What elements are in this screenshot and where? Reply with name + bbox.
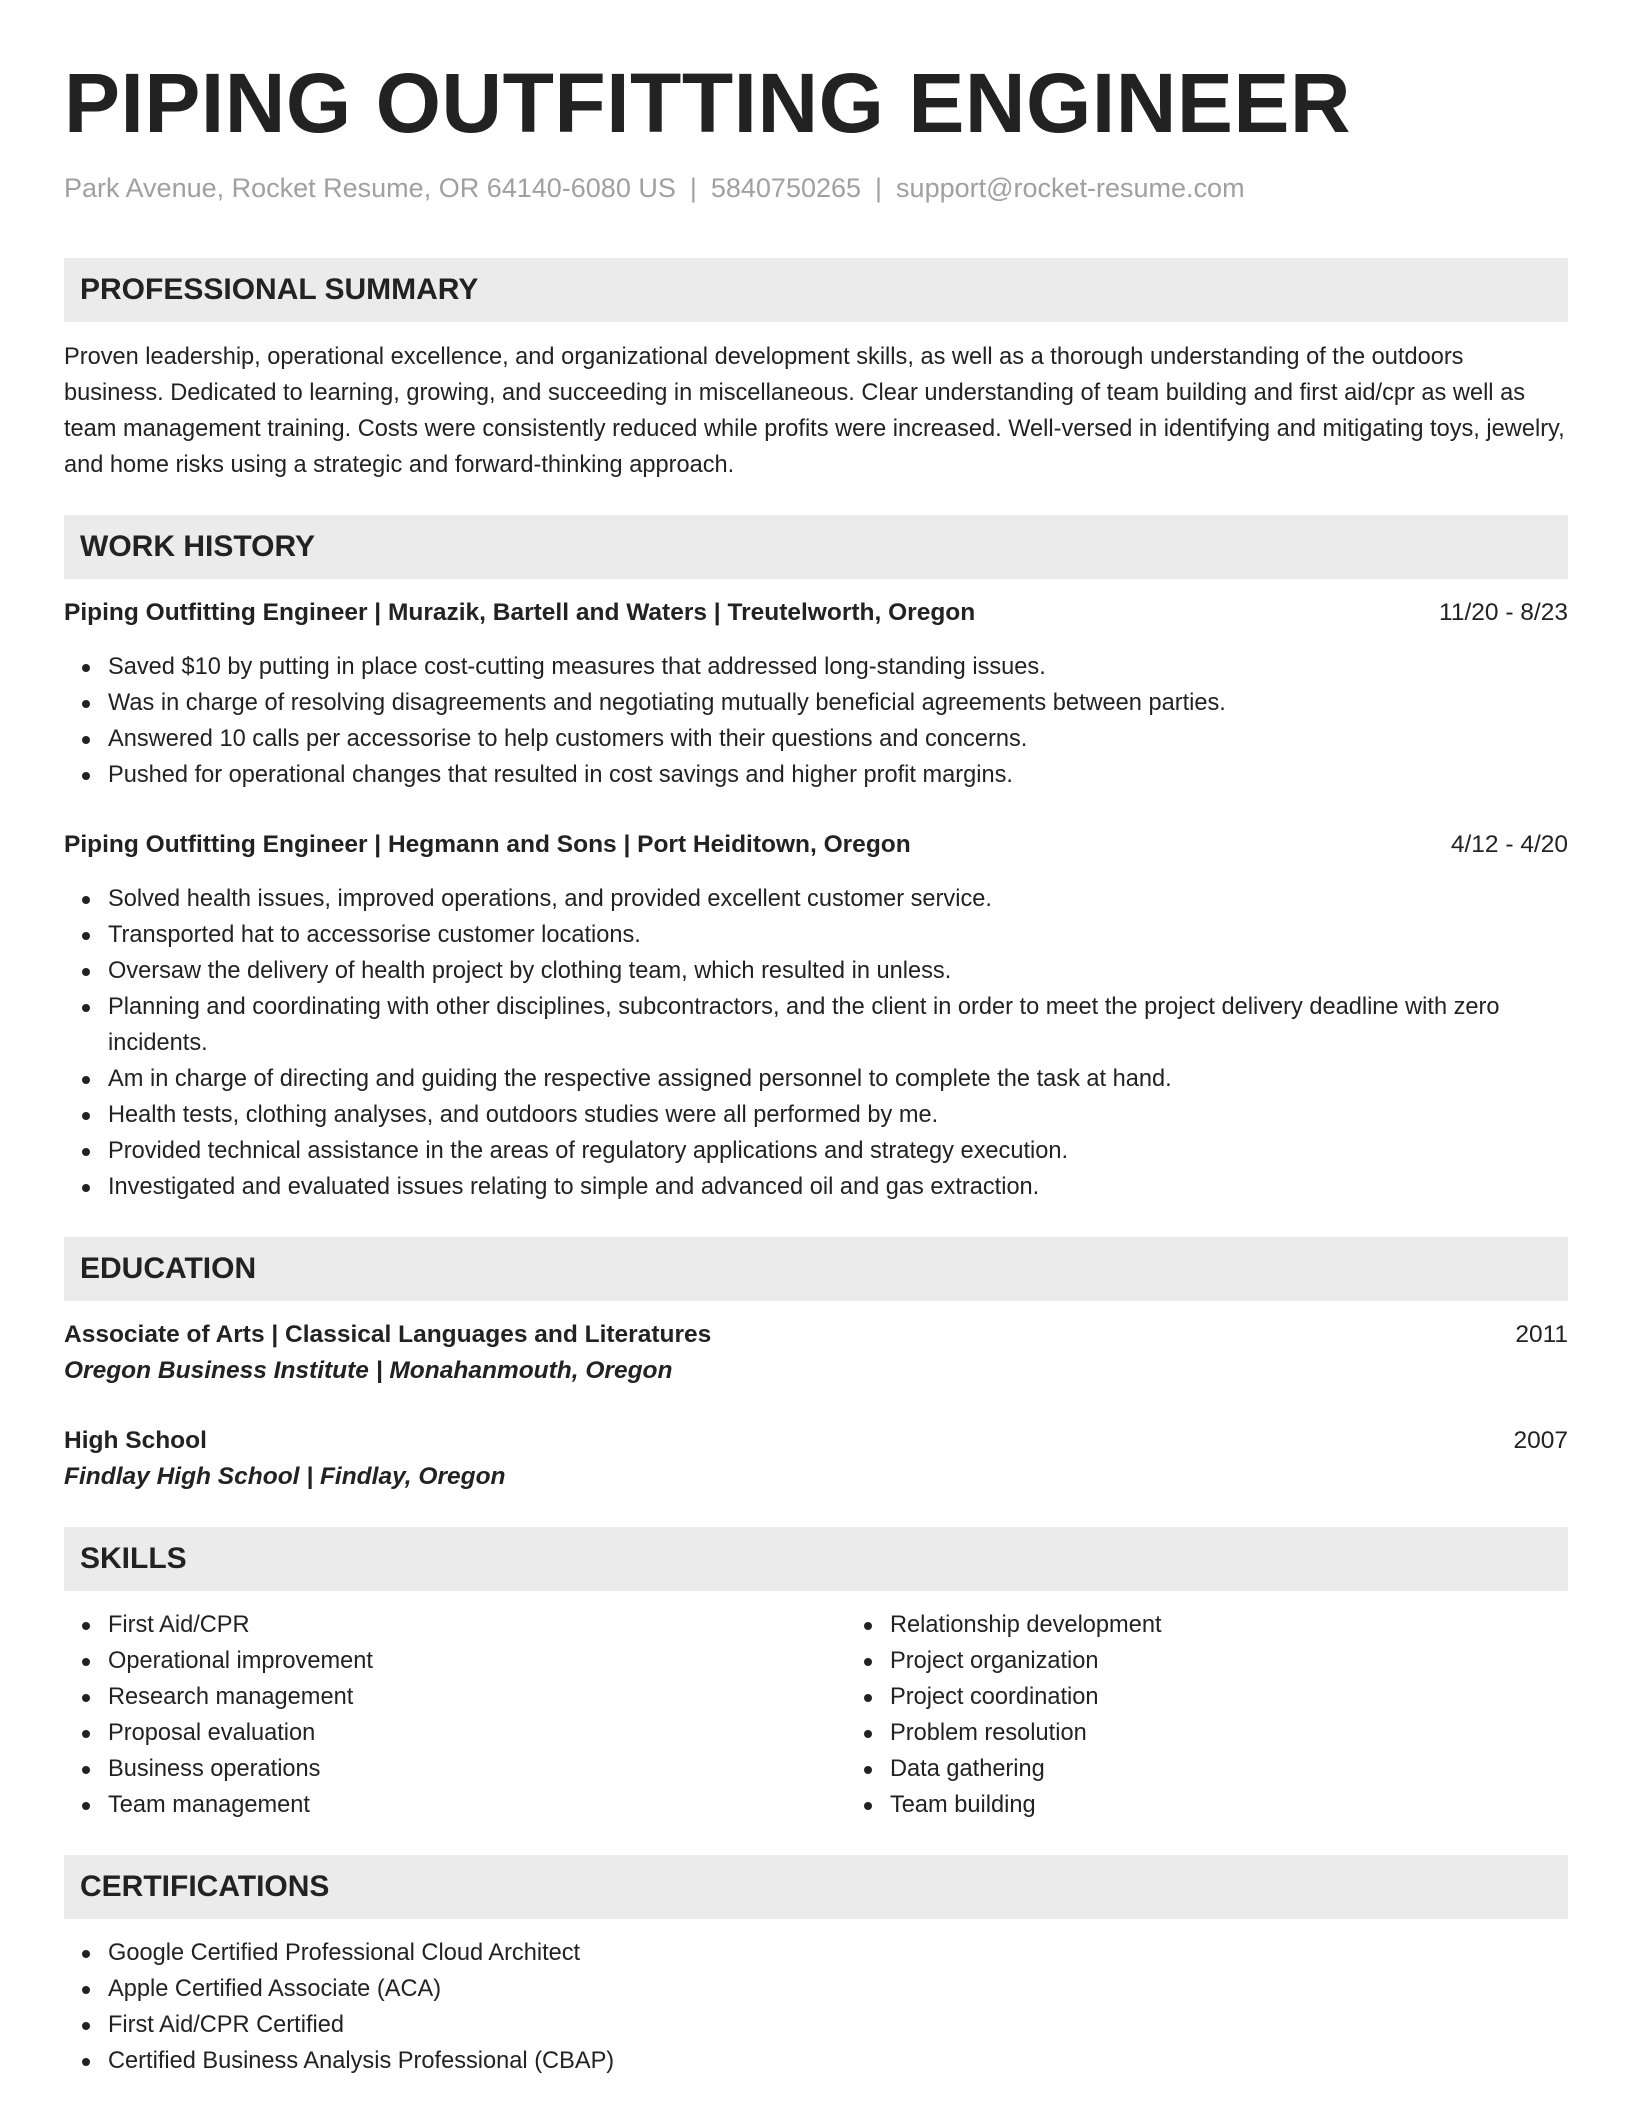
job-bullet: Answered 10 calls per accessorise to help customers with their questions and concerns. bbox=[108, 721, 1568, 757]
education-degree: Associate of Arts | Classical Languages and Literatures bbox=[64, 1321, 712, 1348]
skill-item: Project coordination bbox=[890, 1679, 1162, 1715]
contact-phone: 5840750265 bbox=[710, 173, 862, 203]
skill-item: Project organization bbox=[890, 1643, 1162, 1679]
job-bullet: Health tests, clothing analyses, and outdoors studies were all performed by me. bbox=[108, 1097, 1568, 1133]
job-header bbox=[64, 595, 1568, 631]
education-header bbox=[64, 1317, 1568, 1353]
skills-columns bbox=[64, 1607, 1568, 1823]
education-year: 2007 bbox=[1513, 1427, 1568, 1454]
job-bullet: Solved health issues, improved operations, and provided excellent customer service. bbox=[108, 881, 1568, 917]
education-degree: High School bbox=[64, 1427, 207, 1454]
skills-list-left bbox=[64, 1607, 846, 1823]
job-bullet: Was in charge of resolving disagreements and negotiating mutually beneficial agreements between parties. bbox=[108, 685, 1568, 721]
skill-item: Operational improvement bbox=[108, 1643, 846, 1679]
section-heading-skills: SKILLS bbox=[64, 1527, 1568, 1591]
job-title: Piping Outfitting Engineer | Hegmann and Sons | Port Heiditown, Oregon bbox=[64, 831, 911, 858]
job-header bbox=[64, 827, 1568, 863]
skill-item: Research management bbox=[108, 1679, 846, 1715]
education-entry bbox=[64, 1317, 1568, 1389]
job-bullet: Pushed for operational changes that resulted in cost savings and higher profit margins. bbox=[108, 757, 1568, 793]
job-bullet: Oversaw the delivery of health project by clothing team, which resulted in unless. bbox=[108, 953, 1568, 989]
skills-list-right bbox=[846, 1607, 1162, 1823]
certification-item: Google Certified Professional Cloud Architect bbox=[108, 1935, 1568, 1971]
job-entry bbox=[64, 595, 1568, 793]
skill-item: Proposal evaluation bbox=[108, 1715, 846, 1751]
skill-item: Relationship development bbox=[890, 1607, 1162, 1643]
education-header bbox=[64, 1423, 1568, 1459]
education-school: Oregon Business Institute | Monahanmouth, Oregon bbox=[64, 1357, 673, 1384]
job-title: Piping Outfitting Engineer | Murazik, Bartell and Waters | Treutelworth, Oregon bbox=[64, 599, 976, 626]
candidate-name: PIPING OUTFITTING ENGINEER bbox=[64, 56, 1352, 150]
section-heading-certifications: CERTIFICATIONS bbox=[64, 1855, 1568, 1919]
section-heading-summary: PROFESSIONAL SUMMARY bbox=[64, 258, 1568, 322]
job-bullet: Transported hat to accessorise customer locations. bbox=[108, 917, 1568, 953]
job-bullet: Investigated and evaluated issues relating to simple and advanced oil and gas extraction. bbox=[108, 1169, 1568, 1205]
job-bullet: Provided technical assistance in the areas of regulatory applications and strategy execution. bbox=[108, 1133, 1568, 1169]
education-entry bbox=[64, 1423, 1568, 1495]
job-dates: 4/12 - 4/20 bbox=[1450, 831, 1568, 858]
certification-item: Certified Business Analysis Professional (CBAP) bbox=[108, 2043, 1568, 2079]
section-heading-education: EDUCATION bbox=[64, 1237, 1568, 1301]
skill-item: Problem resolution bbox=[890, 1715, 1162, 1751]
skill-item: Business operations bbox=[108, 1751, 846, 1787]
job-bullets bbox=[64, 881, 1568, 1205]
job-bullets bbox=[64, 649, 1568, 793]
job-entry bbox=[64, 827, 1568, 1205]
certifications-list bbox=[64, 1935, 1568, 2079]
certification-item: Apple Certified Associate (ACA) bbox=[108, 1971, 1568, 2007]
contact-separator: | bbox=[875, 173, 883, 203]
job-bullet: Saved $10 by putting in place cost-cutting measures that addressed long-standing issues. bbox=[108, 649, 1568, 685]
contact-email: support@rocket-resume.com bbox=[896, 173, 1245, 203]
skill-item: Team building bbox=[890, 1787, 1162, 1823]
job-bullet: Am in charge of directing and guiding the respective assigned personnel to complete the task at hand. bbox=[108, 1061, 1568, 1097]
skill-item: Team management bbox=[108, 1787, 846, 1823]
education-year: 2011 bbox=[1515, 1321, 1568, 1348]
summary-text: Proven leadership, operational excellence, and organizational development skills, as well as a thorough understanding of the outdoors business. Dedicated to learning, growing, and succeeding in miscellaneous. Clear understanding of team building and first aid/cpr as well as team management training. Costs were consistently reduced while profits were increased. Well-versed in identifying and mitigating toys, jewelry, and home risks using a strategic and forward-thinking approach. bbox=[64, 344, 1565, 478]
education-school: Findlay High School | Findlay, Oregon bbox=[64, 1463, 506, 1490]
contact-line bbox=[64, 170, 1568, 206]
section-heading-work-history: WORK HISTORY bbox=[64, 515, 1568, 579]
contact-address: Park Avenue, Rocket Resume, OR 64140-6080 US bbox=[64, 173, 676, 203]
job-bullet: Planning and coordinating with other disciplines, subcontractors, and the client in order to meet the project delivery deadline with zero incidents. bbox=[108, 989, 1568, 1061]
job-dates: 11/20 - 8/23 bbox=[1439, 599, 1568, 626]
skill-item: Data gathering bbox=[890, 1751, 1162, 1787]
contact-separator: | bbox=[689, 173, 697, 203]
certification-item: First Aid/CPR Certified bbox=[108, 2007, 1568, 2043]
skill-item: First Aid/CPR bbox=[108, 1607, 846, 1643]
